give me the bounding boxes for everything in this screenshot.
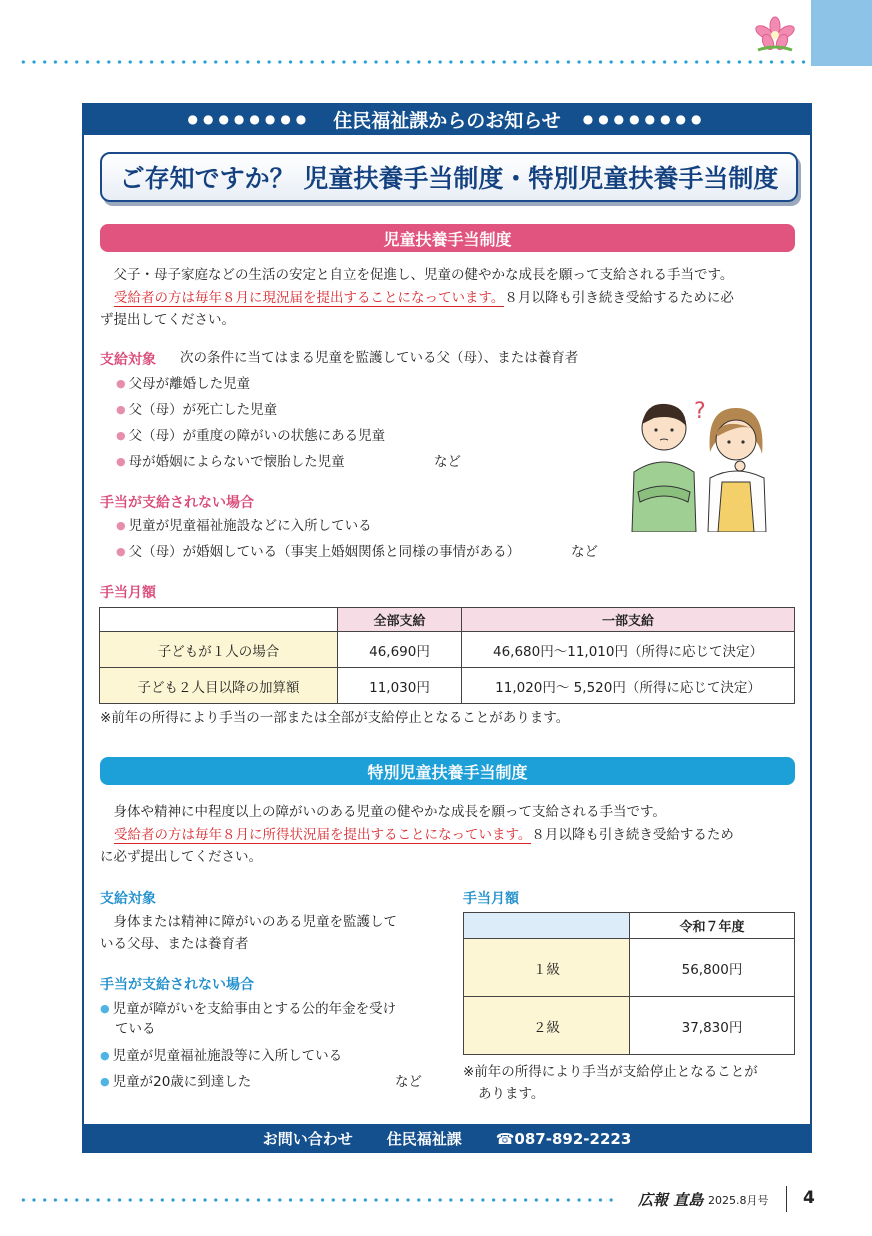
table-header-blank [100,608,338,632]
svg-text:?: ? [694,399,706,424]
table-header-partial: 一部支給 [462,608,795,632]
section1-eligible-desc: 次の条件に当てはまる児童を監護している父（母）、または養育者 [180,350,579,366]
top-dotted-line [18,59,808,65]
section1-not-paid-head: 手当が支給されない場合 [100,495,254,511]
list-item: ● 父（母）が婚姻している（事実上婚姻関係と同様の事情がある） [116,542,520,562]
section1-notice [114,287,804,309]
section-band [82,103,812,135]
list-item: ● 児童が20歳に到達した [100,1072,251,1092]
section1-notice-red: 受給者の方は毎年８月に現況届を提出することになっています。 [114,290,505,306]
band-title: 住民福祉課からのお知らせ [333,109,561,132]
section2-amount-head: 手当月額 [463,891,519,907]
list-item: ● 父（母）が重度の障がいの状態にある児童 [116,426,385,446]
table-row-label: ２級 [464,997,630,1055]
flower-icon [752,14,798,54]
list-item: ● 児童が児童福祉施設などに入所している [116,516,372,536]
table-row-label: １級 [464,939,630,997]
contact-phone: ☎087-892-2223 [495,1129,632,1148]
list-item: ● 父（母）が死亡した児童 [116,400,277,420]
footer-issue: 2025.8月号 [708,1194,769,1207]
special-allowance-table [463,912,795,1055]
section2-notice [114,824,804,846]
eligible-etc: など [434,454,461,470]
section2-eligible-desc-2: いる父母、または養育者 [100,936,249,952]
section1-note: ※前年の所得により手当の一部または全部が支給停止となることがあります。 [100,710,570,726]
list-item-cont: ている [115,1021,156,1037]
page-number: 4 [803,1188,815,1208]
table-header-full: 全部支給 [338,608,462,632]
corner-tab [811,0,872,66]
section2-not-paid-head: 手当が支給されない場合 [100,977,254,993]
table-header-year: 令和７年度 [630,913,795,939]
table-cell: 46,680円～11,010円（所得に応じて決定） [462,632,795,668]
table-row [100,668,795,704]
table-cell: 11,030円 [338,668,462,704]
band-dots-left: ●●●●●●●● [187,112,312,126]
section2-intro: 身体や精神に中程度以上の障がいのある児童の健やかな成長を願って支給される手当です。 [100,804,666,820]
table-cell: 11,020円～ 5,520円（所得に応じて決定） [462,668,795,704]
section1-notice-cont: ず提出してください。 [100,312,235,328]
section1-notice-rest: ８月以降も引き続き受給するために必 [504,290,734,306]
people-illustration [624,396,774,532]
table-header-blank [464,913,630,939]
section2-notice-rest: ８月以降も引き続き受給するため [531,827,734,843]
table-row-label: 子ども２人目以降の加算額 [100,668,338,704]
table-header-row [464,913,795,939]
section2-notice-cont: に必ず提出してください。 [100,849,262,865]
list-item: ● 児童が児童福祉施設等に入所している [100,1046,342,1066]
contact-dept: 住民福祉課 [386,1130,462,1148]
table-cell: 56,800円 [630,939,795,997]
list-item: ● 児童が障がいを支給事由とする公的年金を受け [100,999,396,1019]
section2-eligible-head: 支給対象 [100,891,156,907]
section2-note-1: ※前年の所得により手当が支給停止となることが [463,1064,758,1080]
band-dots-right: ●●●●●●●● [582,112,707,126]
bottom-dotted-line [18,1197,618,1203]
page-title: ご存知ですか？ 児童扶養手当制度・特別児童扶養手当制度 [100,152,798,202]
footer-divider [786,1186,787,1212]
table-row [464,997,795,1055]
section1-eligible-head: 支給対象 [100,352,156,368]
section1-bar: 児童扶養手当制度 [100,224,795,252]
contact-band [82,1124,812,1153]
table-row [464,939,795,997]
table-header-row [100,608,795,632]
section1-amount-head: 手当月額 [100,585,156,601]
table-cell: 46,690円 [338,632,462,668]
table-row [100,632,795,668]
list-item: ● 母が婚姻によらないで懐胎した児童 [116,452,345,472]
not-paid-etc: など [395,1074,422,1090]
section2-note-2: あります。 [478,1086,545,1102]
section1-intro: 父子・母子家庭などの生活の安定と自立を促進し、児童の健やかな成長を願って支給される手当です。 [100,267,734,283]
footer-logo: 広報 直島 [638,1191,704,1209]
table-row-label: 子どもが１人の場合 [100,632,338,668]
contact-label: お問い合わせ [262,1130,353,1148]
section2-eligible-desc-1: 身体または精神に障がいのある児童を監護して [100,914,397,930]
section2-bar: 特別児童扶養手当制度 [100,757,795,785]
not-paid-etc: など [571,544,598,560]
table-cell: 37,830円 [630,997,795,1055]
list-item: ● 父母が離婚した児童 [116,374,250,394]
section2-notice-red: 受給者の方は毎年８月に所得状況届を提出することになっています。 [114,827,532,843]
allowance-table [99,607,795,704]
